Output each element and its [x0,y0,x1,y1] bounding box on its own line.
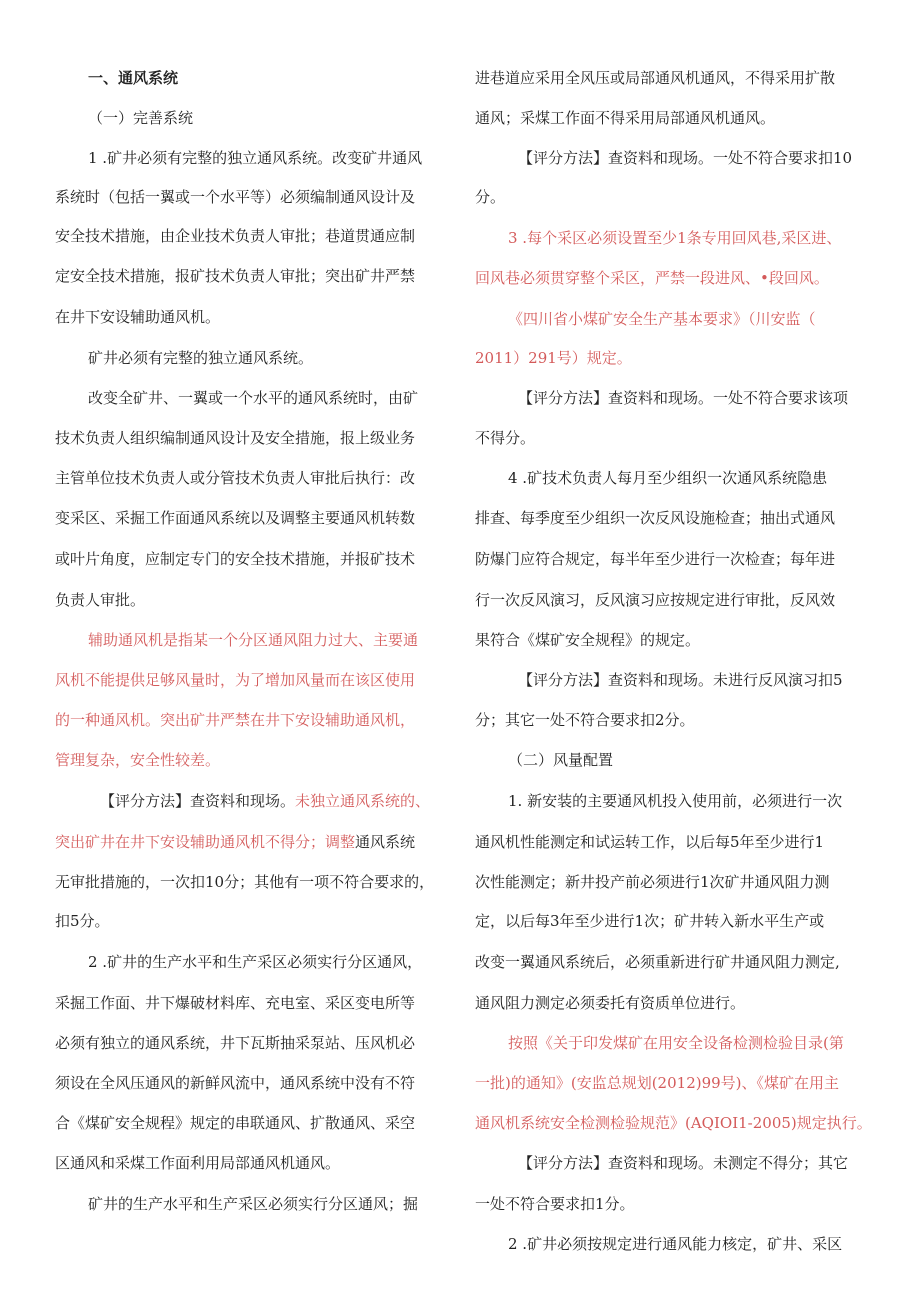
paragraph-line [508,791,842,811]
text-segment: 按照《关于印发煤矿在用安全设备检测检验目录(第 [508,1034,844,1052]
paragraph-line [475,348,632,368]
text-segment: 变采区、采掘工作面通风系统以及调整主要通风机转数 [55,509,416,527]
text-segment: 矿井的生产水平和生产采区必须实行分区通风；掘 [88,1195,419,1213]
paragraph-line [55,266,415,286]
text-segment: 未独立通风系统的、 [295,792,431,810]
paragraph-line [508,1033,844,1053]
paragraph-line [88,388,418,408]
text-segment: 须设在全风压通风的新鲜风流中，通风系统中没有不符 [55,1074,416,1092]
text-segment: 定安全技术措施，报矿技术负责人审批；突出矿井严禁 [55,267,416,285]
text-segment: 【评分方法】查资料和现场。未测定不得分；其它 [518,1154,849,1172]
paragraph-line [475,952,840,972]
text-segment: 区通风和采煤工作面利用局部通风机通风。 [55,1154,341,1172]
paragraph-line [508,1234,842,1254]
text-segment: 【评分方法】查资料和现场。一处不符合要求该项 [518,389,849,407]
paragraph-line [55,1073,415,1093]
paragraph-line [88,952,422,972]
text-segment: 1. 新安装的主要通风机投入使用前，必须进行一次 [508,792,843,810]
text-segment: 风机不能提供足够风量时，为了增加风量而在该区使用 [55,671,416,689]
text-segment: 3 .每个采区必须设置至少1条专用回风巷,采区进、 [508,229,842,247]
paragraph-line [55,670,415,690]
text-segment: 次性能测定；新井投产前必须进行1次矿井通风阻力测 [475,873,830,891]
paragraph-line [55,993,415,1013]
paragraph-line [475,993,745,1013]
text-segment: 通风机性能测定和试运转工作，以后每5年至少进行1 [475,833,825,851]
text-segment: 2 .矿井的生产水平和生产采区必须实行分区通风， [88,953,423,971]
text-segment: 进巷道应采用全风压或局部通风机通风，不得采用扩散 [475,69,836,87]
paragraph-line [518,670,843,690]
paragraph-line [88,1194,418,1214]
text-segment: 通风机系统安全检测检验规范》(AQIOI1-2005)规定执行。 [475,1114,872,1132]
text-segment: 扣5分。 [55,912,110,930]
text-segment: 一批)的通知》(安监总规划(2012)99号)、《煤矿在用主 [475,1074,840,1092]
subsection-heading [508,750,613,770]
paragraph-line [55,1113,415,1133]
text-segment: 安全技术措施，由企业技术负责人审批；巷道贯通应制 [55,227,416,245]
paragraph-line [475,911,824,931]
text-segment: 在井下安设辅助通风机。 [55,308,221,326]
text-segment: 果符合《煤矿安全规程》的规定。 [475,631,701,649]
paragraph-line [475,549,835,569]
text-segment: 2011）291号）规定。 [475,349,632,367]
paragraph-line [55,832,415,852]
text-segment: 采掘工作面、井下爆破材料库、充电室、采区变电所等 [55,994,416,1012]
text-segment: （一）完善系统 [88,109,194,127]
paragraph-line [55,508,415,528]
text-segment: 定，以后每3年至少进行1次；矿井转入新水平生产或 [475,912,825,930]
paragraph-line [518,148,852,168]
paragraph-line [55,750,220,770]
paragraph-line [55,468,415,488]
text-segment: 辅助通风机是指某一个分区通风阻力过大、主要通 [88,631,419,649]
text-segment: 分；其它一处不符合要求扣2分。 [475,711,695,729]
text-segment: 4 .矿技术负责人每月至少组织一次通风系统隐患 [508,469,828,487]
paragraph-line [475,68,835,88]
text-segment: 无审批措施的，一次扣10分；其他有一项不符合要求的， [55,873,435,891]
paragraph-line [475,508,835,528]
paragraph-line [55,872,434,892]
paragraph-line [475,1194,635,1214]
paragraph-line [55,307,220,327]
paragraph-line [475,108,775,128]
text-segment: 通风；采煤工作面不得采用局部通风机通风。 [475,109,776,127]
text-segment: 必须有独立的通风系统，井下瓦斯抽采泵站、压风机必 [55,1034,416,1052]
text-segment: 的一种通风机。突出矿井严禁在井下安设辅助通风机， [55,711,416,729]
paragraph-line [55,549,415,569]
paragraph-line [100,791,430,811]
subsection-heading [88,108,193,128]
text-segment: 1 .矿井必须有完整的独立通风系统。改变矿井通风 [88,149,423,167]
text-segment: 通风阻力测定必须委托有资质单位进行。 [475,994,746,1012]
paragraph-line [475,1073,839,1093]
paragraph-line [508,309,816,329]
paragraph-line [475,187,505,207]
paragraph-line [475,428,535,448]
text-segment: 改变一翼通风系统后，必须重新进行矿井通风阻力测定, [475,953,840,971]
text-segment: 或叶片角度，应制定专门的安全技术措施，并报矿技术 [55,550,416,568]
text-segment: 【评分方法】查资料和现场。 [100,792,296,810]
text-segment: 负责人审批。 [55,591,146,609]
text-segment: 合《煤矿安全规程》规定的串联通风、扩散通风、采空 [55,1114,416,1132]
text-segment: 系统时（包括一翼或一个水平等）必须编制通风设计及 [55,188,416,206]
text-segment: 不得分。 [475,429,536,447]
paragraph-line [475,832,824,852]
paragraph-line [55,1153,340,1173]
paragraph-line [55,911,110,931]
text-segment: 矿井必须有完整的独立通风系统。 [88,349,314,367]
paragraph-line [55,428,415,448]
paragraph-line [508,228,841,248]
text-segment: 分。 [475,188,506,206]
text-segment: 回风巷必须贯穿整个采区，严禁一段进风、•段回风。 [475,269,829,287]
text-segment: 主管单位技术负责人或分管技术负责人审批后执行：改 [55,469,416,487]
text-segment: 技术负责人组织编制通风设计及安全措施，报上级业务 [55,429,416,447]
paragraph-line [88,148,422,168]
text-segment: 【评分方法】查资料和现场。一处不符合要求扣10 [518,149,853,167]
paragraph-line [88,630,418,650]
paragraph-line [55,710,415,730]
paragraph-line [475,590,835,610]
paragraph-line [55,226,415,246]
section-heading [88,68,178,88]
text-segment: 突出矿井在井下安设辅助通风机不得分；调整 [55,833,356,851]
paragraph-line [518,388,848,408]
text-segment: 行一次反风演习，反风演习应按规定进行审批，反风效 [475,591,836,609]
text-segment: 排查、每季度至少组织一次反风设施检查；抽出式通风 [475,509,836,527]
text-segment: 【评分方法】查资料和现场。未进行反风演习扣5 [518,671,843,689]
text-segment: 2 .矿井必须按规定进行通风能力核定，矿井、采区 [508,1235,843,1253]
paragraph-line [55,187,415,207]
text-segment: 管理复杂，安全性较差。 [55,751,221,769]
paragraph-line [55,590,145,610]
text-segment: 《四川省小煤矿安全生产基本要求》（川安监（ [508,310,816,328]
text-segment: 通风系统 [355,833,416,851]
paragraph-line [475,872,830,892]
paragraph-line [518,1153,848,1173]
text-segment: （二）风量配置 [508,751,614,769]
paragraph-line [475,630,700,650]
paragraph-line [475,1113,872,1133]
paragraph-line [475,268,829,288]
text-segment: 一处不符合要求扣1分。 [475,1195,635,1213]
paragraph-line [475,710,695,730]
paragraph-line [55,1033,415,1053]
text-segment: 防爆门应符合规定，每半年至少进行一次检查；每年进 [475,550,836,568]
text-segment: 一、通风系统 [88,69,179,87]
paragraph-line [508,468,827,488]
paragraph-line [88,348,313,368]
text-segment: 改变全矿井、一翼或一个水平的通风系统时，由矿 [88,389,419,407]
